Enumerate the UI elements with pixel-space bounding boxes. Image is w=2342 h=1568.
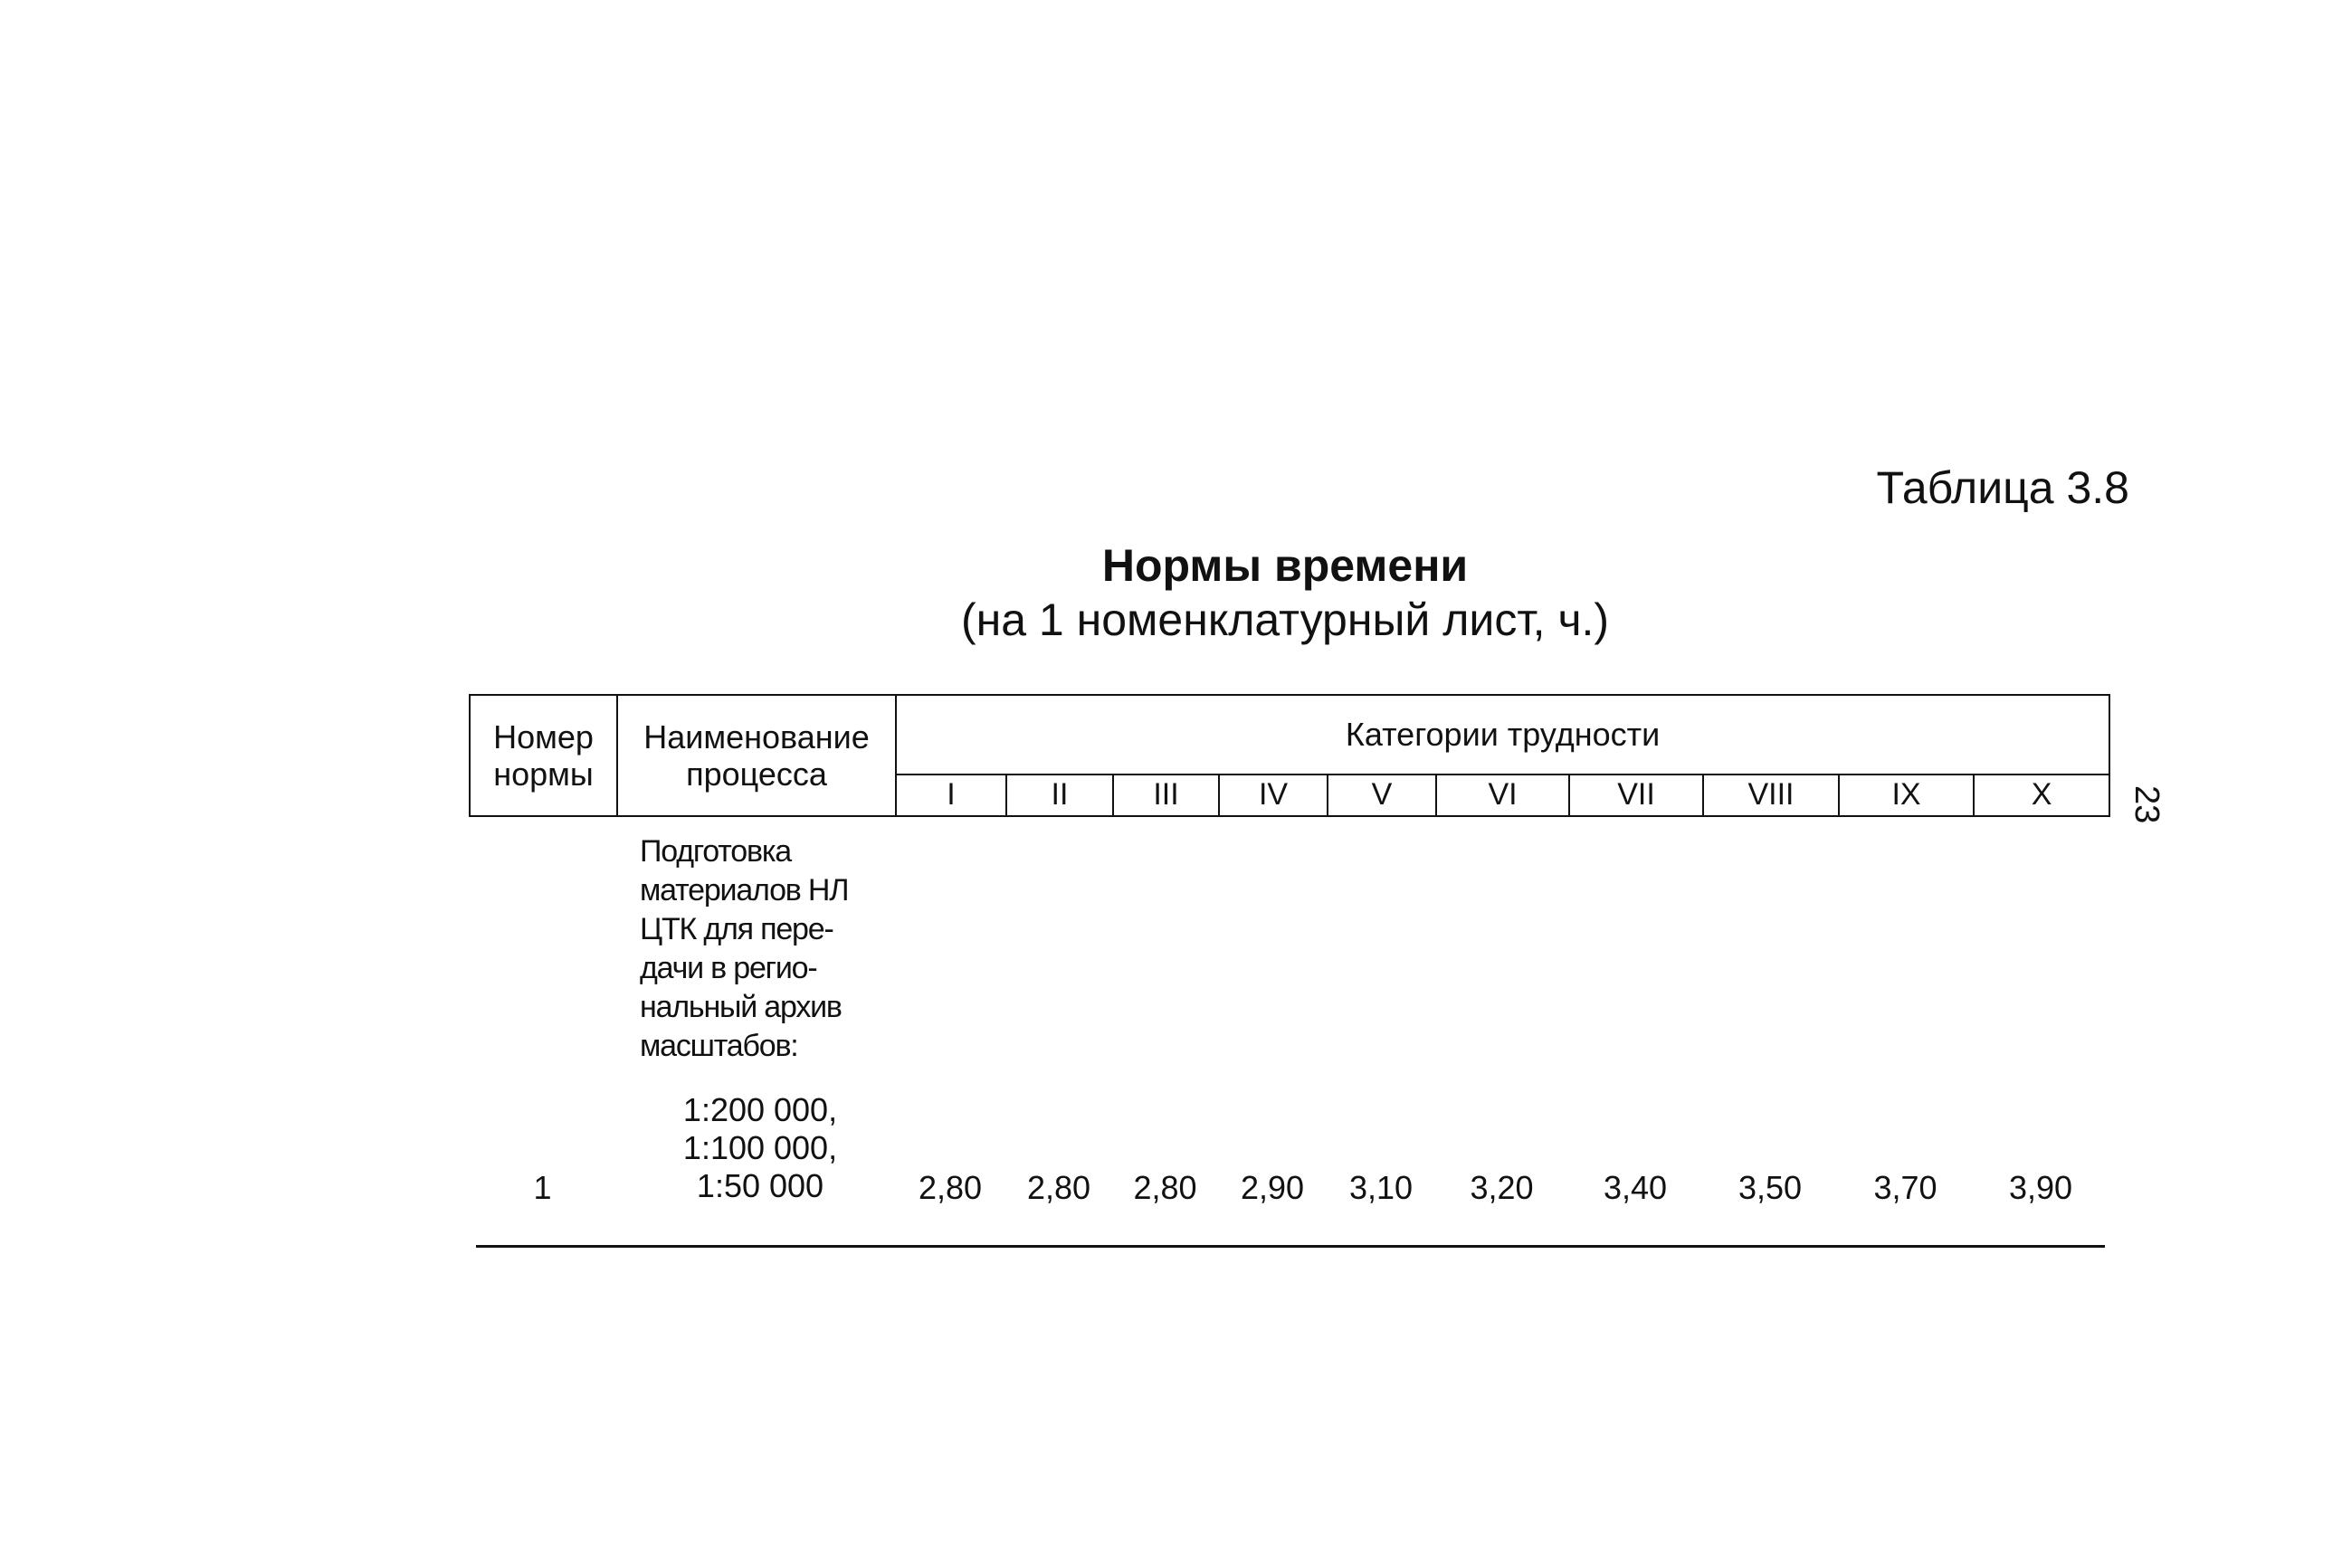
value-cat-vi: 3,20: [1470, 1169, 1534, 1206]
scale-list: [615, 1091, 905, 1205]
value-cat-viii: 3,50: [1737, 1169, 1803, 1206]
process-line: масштабов:: [640, 1029, 798, 1063]
header-process-col: Наименование процесса: [617, 695, 896, 816]
process-line: материалов НЛ: [640, 873, 849, 908]
category-header-iv: IV: [1219, 774, 1328, 816]
value-cat-i: 2,80: [918, 1169, 983, 1206]
value-cat-iii: 2,80: [1133, 1169, 1197, 1206]
category-header-viii: VIII: [1703, 774, 1839, 816]
value-cat-v: 3,10: [1348, 1169, 1414, 1206]
page-number: 23: [2128, 785, 2166, 824]
table-title: Нормы времени: [1101, 540, 1469, 591]
category-header-vi: VI: [1436, 774, 1569, 816]
category-header-v: V: [1328, 774, 1436, 816]
category-header-x: X: [1974, 774, 2109, 816]
category-header-iii: III: [1113, 774, 1219, 816]
row-number: 1: [533, 1169, 552, 1206]
scale-item: 1:100 000,: [682, 1129, 838, 1166]
table-subtitle: (на 1 номенклатурный лист, ч.): [960, 594, 1610, 645]
header-number-col: Номер нормы: [470, 695, 617, 816]
process-line: Подготовка: [640, 834, 791, 869]
process-description: [640, 832, 848, 1066]
header-categories-title: Категории трудности: [896, 695, 2109, 774]
value-cat-iv: 2,90: [1240, 1169, 1305, 1206]
process-line: дачи в регио-: [640, 951, 817, 985]
value-cat-ix: 3,70: [1873, 1169, 1937, 1206]
category-header-vii: VII: [1569, 774, 1703, 816]
category-header-i: I: [896, 774, 1006, 816]
value-cat-vii: 3,40: [1603, 1169, 1668, 1206]
table-header: [469, 694, 2110, 817]
scale-item: 1:200 000,: [682, 1091, 838, 1128]
category-header-ix: IX: [1839, 774, 1974, 816]
process-line: ЦТК для пере-: [640, 912, 833, 946]
value-cat-x: 3,90: [2008, 1169, 2073, 1206]
value-cat-ii: 2,80: [1026, 1169, 1091, 1206]
process-line: нальный архив: [640, 990, 842, 1024]
scale-item: 1:50 000: [696, 1167, 824, 1204]
table-bottom-rule: [476, 1245, 2105, 1248]
category-header-ii: II: [1006, 774, 1113, 816]
table-label: Таблица 3.8: [1876, 462, 2129, 513]
title-block: [471, 538, 2099, 647]
